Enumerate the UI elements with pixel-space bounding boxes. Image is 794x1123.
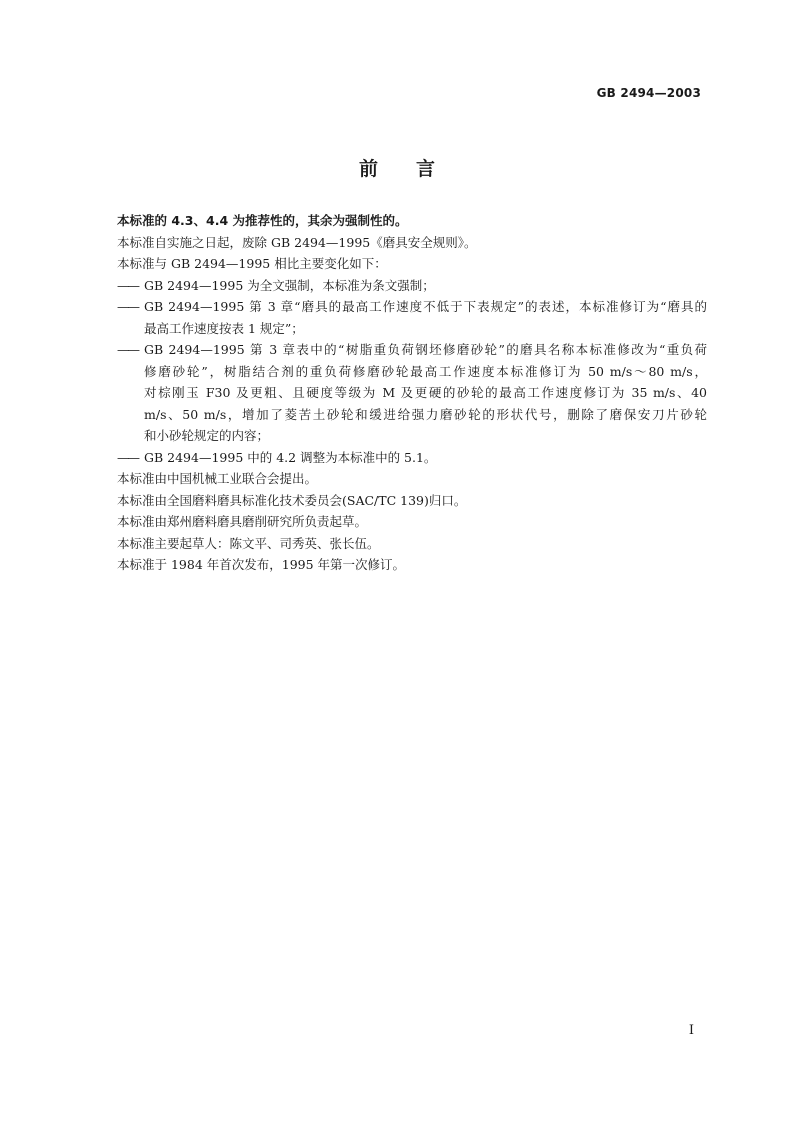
standard-code: GB 2494—2003 <box>596 86 701 100</box>
change-item-3 <box>117 339 707 447</box>
paragraph-drafters: 本标准主要起草人：陈文平、司秀英、张长伍。 <box>117 535 380 551</box>
dash-marker: —— <box>117 449 138 465</box>
paragraph-replaces: 本标准自实施之日起，废除 GB 2494—1995《磨具安全规则》。 <box>117 234 477 250</box>
title-char-1: 前 <box>358 158 378 180</box>
change-3-line-3: 对棕刚玉 F30 及更粗、且硬度等级为 M 及更硬的砂轮的最高工作速度修订为 35 m/s、40 <box>144 385 707 400</box>
change-item-4 <box>117 447 707 469</box>
dash-marker: —— <box>117 299 138 314</box>
dash-marker: —— <box>117 342 138 357</box>
dash-marker: —— <box>117 277 138 293</box>
change-3-line-5: 和小砂轮规定的内容； <box>144 428 270 443</box>
page-number: I <box>688 1023 694 1038</box>
paragraph-administered-by: 本标准由全国磨料磨具标准化技术委员会(SAC/TC 139)归口。 <box>117 492 467 508</box>
paragraph-changes-intro: 本标准与 GB 2494—1995 相比主要变化如下： <box>117 256 387 271</box>
foreword-body <box>117 210 707 576</box>
title-char-2: 言 <box>416 158 436 180</box>
change-1-line-1: GB 2494—1995 为全文强制，本标准为条文强制； <box>144 277 435 293</box>
change-4-line-1: GB 2494—1995 中的 4.2 调整为本标准中的 5.1。 <box>144 449 437 465</box>
paragraph-proposed-by: 本标准由中国机械工业联合会提出。 <box>117 471 318 486</box>
paragraph-drafted-by: 本标准由郑州磨料磨具磨削研究所负责起草。 <box>117 514 368 529</box>
change-2-line-2: 最高工作速度按表 1 规定”； <box>144 320 304 336</box>
paragraph-history: 本标准于 1984 年首次发布，1995 年第一次修订。 <box>117 557 406 572</box>
change-3-line-4: m/s、50 m/s，增加了菱苦土砂轮和缓进给强力磨砂轮的形状代号，删除了磨保安刀片砂轮 <box>144 406 707 422</box>
page-title <box>0 154 794 181</box>
change-2-line-1: GB 2494—1995 第 3 章“磨具的最高工作速度不低于下表规定”的表述，本标准修订为“磨具的 <box>144 299 707 314</box>
change-item-1 <box>117 275 707 297</box>
change-3-line-1: GB 2494—1995 第 3 章表中的“树脂重负荷钢坯修磨砂轮”的磨具名称本标准修改为“重负荷 <box>144 342 707 357</box>
paragraph-recommended: 本标准的 4.3、4.4 为推荐性的，其余为强制性的。 <box>117 213 408 228</box>
change-item-2 <box>117 296 707 339</box>
change-3-line-2: 修磨砂轮”，树脂结合剂的重负荷修磨砂轮最高工作速度本标准修订为 50 m/s～80 m/s， <box>144 363 707 379</box>
